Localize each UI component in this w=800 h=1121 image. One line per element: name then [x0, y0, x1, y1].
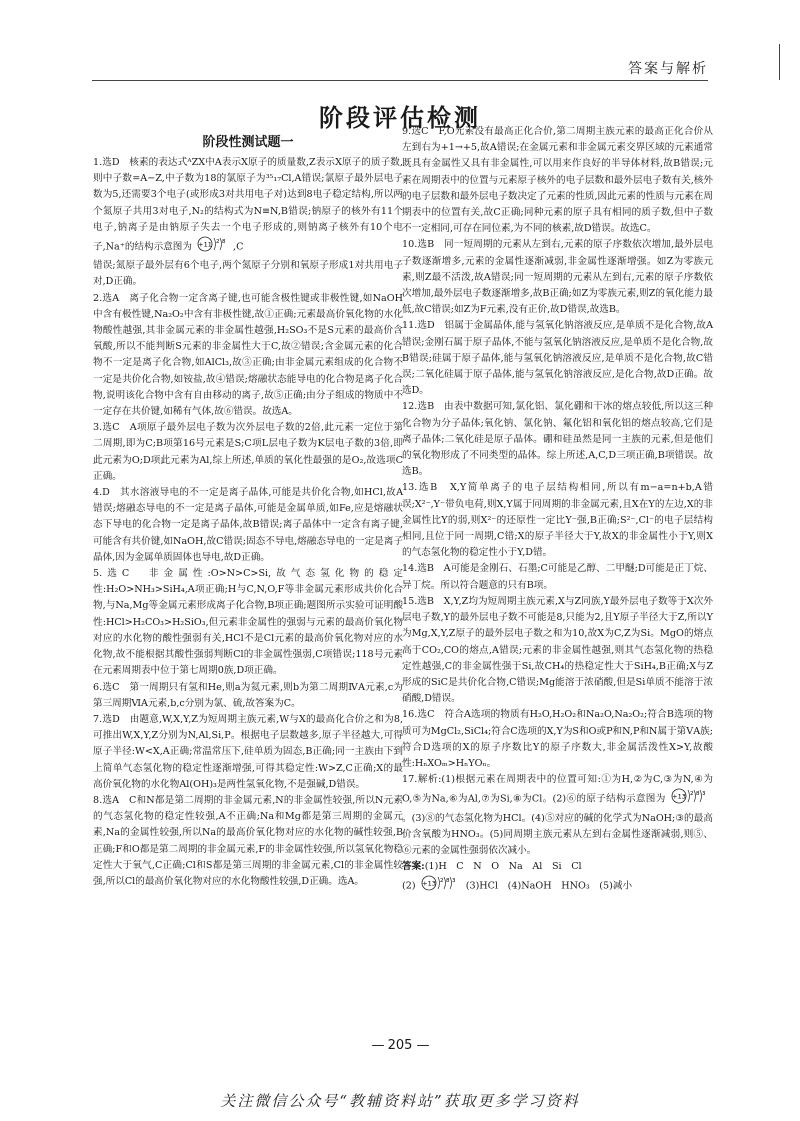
svg-text:8: 8	[222, 239, 226, 246]
svg-text:8: 8	[445, 878, 450, 885]
answer-item-9: 9.选C F,O元素没有最高正化合价,第二周期主族元素的最高正化合价从左到右为+1→+5,故A错误;在金属元素和非金属元素交界区域的元素通常既具有金属性又具有非金属性,可以用来作良好的半导体材料,故B错误;元素在周期表中的位置与元素原子核外的电子层数和最外层电子数有关,核外的电子层数和最外层电子数决定了元素的性质,因此元素的性质与元素在周期表中的位置有关,故C正确;同种元素的原子具有相同的质子数,但中子数不一定相同,可存在同位素,为不同的核素,故D错误。故选C。	[402, 126, 713, 235]
al-atom-structure-icon-2	[421, 875, 461, 897]
answer-item-4: 4.D 其水溶液导电的不一定是离子晶体,可能是共价化合物,如HCl,故A错误;熔融态导电的不一定是离子晶体,可能是金属单质,如Fe,应是熔融状态下导电的化合物一定是离子晶体,故B错误;离子晶体中一定含有离子键,可能含有共价键,如NaOH,故C错误;固态不导电,熔融态导电的一定是离子晶体,因为金属单质固体也导电,故D正确。	[93, 487, 403, 563]
na-ion-after-text: ,C	[233, 241, 244, 253]
left-column	[93, 133, 403, 890]
header-rule	[92, 80, 708, 81]
svg-text:2: 2	[216, 239, 220, 246]
na-ion-structure-icon	[197, 236, 231, 258]
page-number: — 205 —	[371, 1038, 429, 1053]
page-number-value: 205	[387, 1038, 413, 1053]
svg-text:+13: +13	[672, 792, 686, 801]
svg-text:8: 8	[696, 791, 700, 798]
answer-item-13: 13.选B X,Y简单离子的电子层结构相同,所以有m−a=n+b,A错误;X²⁻,Y⁻带负电荷,则X,Y属于同周期的非金属元素,且X在Y的左边,X的非金属性比Y的弱,则X²⁻的还原性一定比Y⁻强,B正确;S²⁻,Cl⁻的电子层结构相同,且位于同一周期,C错;X的原子半径大于Y,故X的非金属性小于Y,则X的气态氢化物的稳定性小于Y,D错。	[402, 482, 713, 559]
right-column	[402, 124, 713, 898]
svg-text:+11: +11	[198, 240, 212, 249]
answer-item-3: 3.选C A项原子最外层电子数为次外层电子数的2倍,此元素一定位于第二周期,即为C;B项第16号元素是S;C项L层电子数为K层电子数的3倍,即此元素为O;D项此元素为Al,综上所述,单质的氧化性最强的是O₂,故选项C正确。	[93, 422, 403, 482]
answer-item-17-text: 17.解析:(1)根据元素在周期表中的位置可知:①为H,②为C,③为N,④为O,⑤为Na,⑥为Al,⑦为Si,⑧为Cl。(2)⑥的原子结构示意图为	[402, 774, 713, 805]
svg-text:3: 3	[702, 791, 706, 798]
answer-item-1	[93, 155, 403, 258]
answer-item-1-text: 1.选D 核素的表达式ᴬZX中A表示X原子的质量数,Z表示X原子的质子数,则中子数=A−Z,中子数为18的氯原子为³⁵₁₇Cl,A错误;氯原子最外层电子数为5,还需要3个电子(或形成3对共用电子对)达到8电子稳定结构,所以两个氮原子共用3对电子,N₂的结构式为N≡N,B错误;钠原子的核外有11个电子,钠离子是由钠原子失去一个电子形成的,则钠离子核外有10个电子,Na⁺的结构示意图为	[93, 157, 403, 253]
svg-text:+13: +13	[421, 879, 436, 888]
answer-part2-prefix: (2)	[402, 880, 416, 892]
answer-item-11: 11.选D 铝属于金属晶体,能与氢氧化钠溶液反应,是单质不是化合物,故A错误;金刚石属于原子晶体,不能与氢氧化钠溶液反应,是单质不是化合物,故B错误;硅属于原子晶体,能与氢氧化钠溶液反应,是单质不是化合物,故C错误;二氧化硅属于原子晶体,能与氢氧化钠溶液反应,是化合物,故D正确。故选D。	[402, 320, 713, 397]
answer-item-1-cont: 错误;氮原子最外层有6个电子,两个氮原子分别和氧原子形成1对共用电子对,D正确。	[93, 260, 403, 288]
page-header	[0, 0, 800, 80]
answer-item-14: 14.选B A可能是金刚石、石墨;C可能是乙醇、二甲醚;D可能是正丁烷、异丁烷。所以符合题意的只有B项。	[402, 563, 713, 591]
answer-summary	[402, 859, 713, 875]
answer-item-12: 12.选B 由表中数据可知,氯化铝、氯化硼和干冰的熔点较低,所以这三种化合物为分子晶体;氧化钠、氯化钠、氟化铝和氧化铝的熔点较高,它们是离子晶体;二氧化硅是原子晶体。硼和硅虽然是同一主族的元素,但是他们的氧化物形成了不同类型的晶体。综上所述,A,C,D三项正确,B项错误。故选B。	[402, 401, 713, 478]
header-tab-divider	[779, 44, 800, 80]
answer-item-15: 15.选B X,Y,Z均为短周期主族元素,X与Z同族,Y最外层电子数等于X次外层电子数,Y的最外层电子数不可能是8,只能为2,且Y原子半径大于Z,所以Y为Mg,X,Y,Z原子的最外层电子数之和为10,故X为C,Z为Si。MgO的熔点高于CO₂,CO的熔点,A错误;元素的非金属性越强,则其气态氢化物的热稳定性越强,C的非金属性强于Si,故CH₄的热稳定性大于SiH₄,B正确;X与Z形成的SiC是共价化合物,C错误;Mg能溶于浓硝酸,但是Si单质不能溶于浓硝酸,D错误。	[402, 595, 713, 705]
answer-part1: (1)H C N O Na Al Si Cl	[424, 861, 582, 873]
al-atom-structure-icon	[671, 788, 711, 810]
answer-item-17	[402, 772, 713, 859]
answer-summary-2	[402, 875, 713, 897]
header-section-label: 答案与解析	[628, 61, 708, 77]
svg-text:3: 3	[451, 878, 456, 885]
answer-item-6: 6.选C 第一周期只有氢和He,则a为氦元素,则b为第二周期ⅣA元素,c为第三周期ⅥA元素,b,c分别为氯、硫,故答案为C。	[93, 681, 403, 709]
answer-item-8: 8.选A C和N都是第二周期的非金属元素,N的非金属性较强,所以N元素的气态氢化物的稳定性较强,A不正确;Na和Mg都是第三周期的金属元素,Na的金属性较强,所以Na的最高价氧化物对应的水化物的碱性较强,B正确;F和O都是第二周期的非金属元素,F的非金属性较强,所以氢氧化物稳定性大于氧气,C正确;Cl和S都是第三周期的非金属元素,Cl的非金属性较强,所以Cl的最高价氧化物对应的水化物酸性较强,D正确。选A。	[93, 794, 403, 887]
answer-label: 答案:	[402, 861, 425, 873]
footer-note: 关注微信公众号“教辅资料站”获取更多学习资料	[220, 1092, 580, 1110]
answer-item-5: 5.选C 非金属性:O>N>C>Si,故气态氢化物的稳定性:H₂O>NH₃>SiH₄,A项正确;H与C,N,O,F等非金属元素形成共价化合物,与Na,Mg等金属元素形成离子化合物,B项正确;题图所示实验可证明酸性:HCl>H₂CO₃>H₂SiO₃,但元素非金属性的强弱与元素的最高价氧化物对应的水化物的酸性强弱有关,HCl不是Cl元素的最高价氧化物对应的水化物,故不能根据其酸性强弱判断Cl的非金属性强弱,C项错误;118号元素在元素周期表中位于第七周期0族,D项正确。	[93, 568, 403, 677]
answer-part2-suffix: (3)HCl (4)NaOH HNO₃ (5)减小	[465, 880, 633, 892]
answer-item-10: 10.选B 同一短周期的元素从左到右,元素的原子序数依次增加,最外层电子数逐渐增多,元素的金属性逐渐减弱,非金属性逐渐增强。如Z为零族元素,则Z最不活泼,故A错误;同一短周期的元素从左到右,元素的原子序数依次增加,最外层电子数逐渐增多,故B正确;如Z为零族元素,则Z的氧化能力最低,故C错误;如Z为F元素,没有正价,故D错误,故选B。	[402, 239, 713, 316]
answer-item-17-rest: 。(3)⑧的气态氢化物为HCl。(4)⑤对应的碱的化学式为NaOH;③的最高价含氧酸为HNO₃。(5)同周期主族元素从左到右金属性逐渐减弱,则⑤、⑥元素的金属性强弱依次减小。	[402, 812, 713, 856]
answer-item-2: 2.选A 离子化合物一定含离子键,也可能含极性键或非极性键,如NaOH中含有极性键,Na₂O₂中含有非极性键,故①正确;元素最高价氧化物的水化物酸性越强,其非金属元素的非金属性越强,H₂SO₃不是S元素的最高价含氧酸,所以不能判断S元素的非金属性大于C,故②错误;含金属元素的化合物不一定是离子化合物,如AlCl₃,故③正确;由非金属元素组成的化合物不一定是共价化合物,如铵盐,故④错误;熔融状态能导电的化合物是离子化合物,说明该化合物中含有自由移动的离子,故⑤正确;由分子组成的物质中不一定存在共价键,如稀有气体,故⑥错误。故选A。	[93, 292, 403, 418]
answer-item-16: 16.选C 符合A选项的物质有H₂O,H₂O₂和Na₂O,Na₂O₂;符合B选项的物质可为MgCl₂,SiCl₄;符合C选项的X,Y为S和O或P和N,P和N属于第ⅤA族;符合D选项的X的原子序数比Y的原子序数大,非金属活泼性X>Y,故酸性:HₙXOₘ>HₙYOₙ。	[402, 709, 713, 769]
answer-item-7: 7.选D 由题意,W,X,Y,Z为短周期主族元素,W与X的最高化合价之和为8,可推出W,X,Y,Z分别为N,Al,Si,P。根据电子层数越多,原子半径越大,可得原子半径:W<X,A正确;常温常压下,硅单质为固态,B正确;同一主族由下到上简单气态氢化物的稳定性逐渐增强,可得其稳定性:W>Z,C正确;X的最高价氧化物的水化物Al(OH)₃是两性氢氧化物,不是强碱,D错误。	[93, 713, 403, 790]
svg-text:2: 2	[439, 878, 444, 885]
page-title: 阶段评估检测	[319, 104, 481, 132]
section-title: 阶段性测试题一	[202, 135, 294, 150]
svg-text:2: 2	[690, 791, 694, 798]
